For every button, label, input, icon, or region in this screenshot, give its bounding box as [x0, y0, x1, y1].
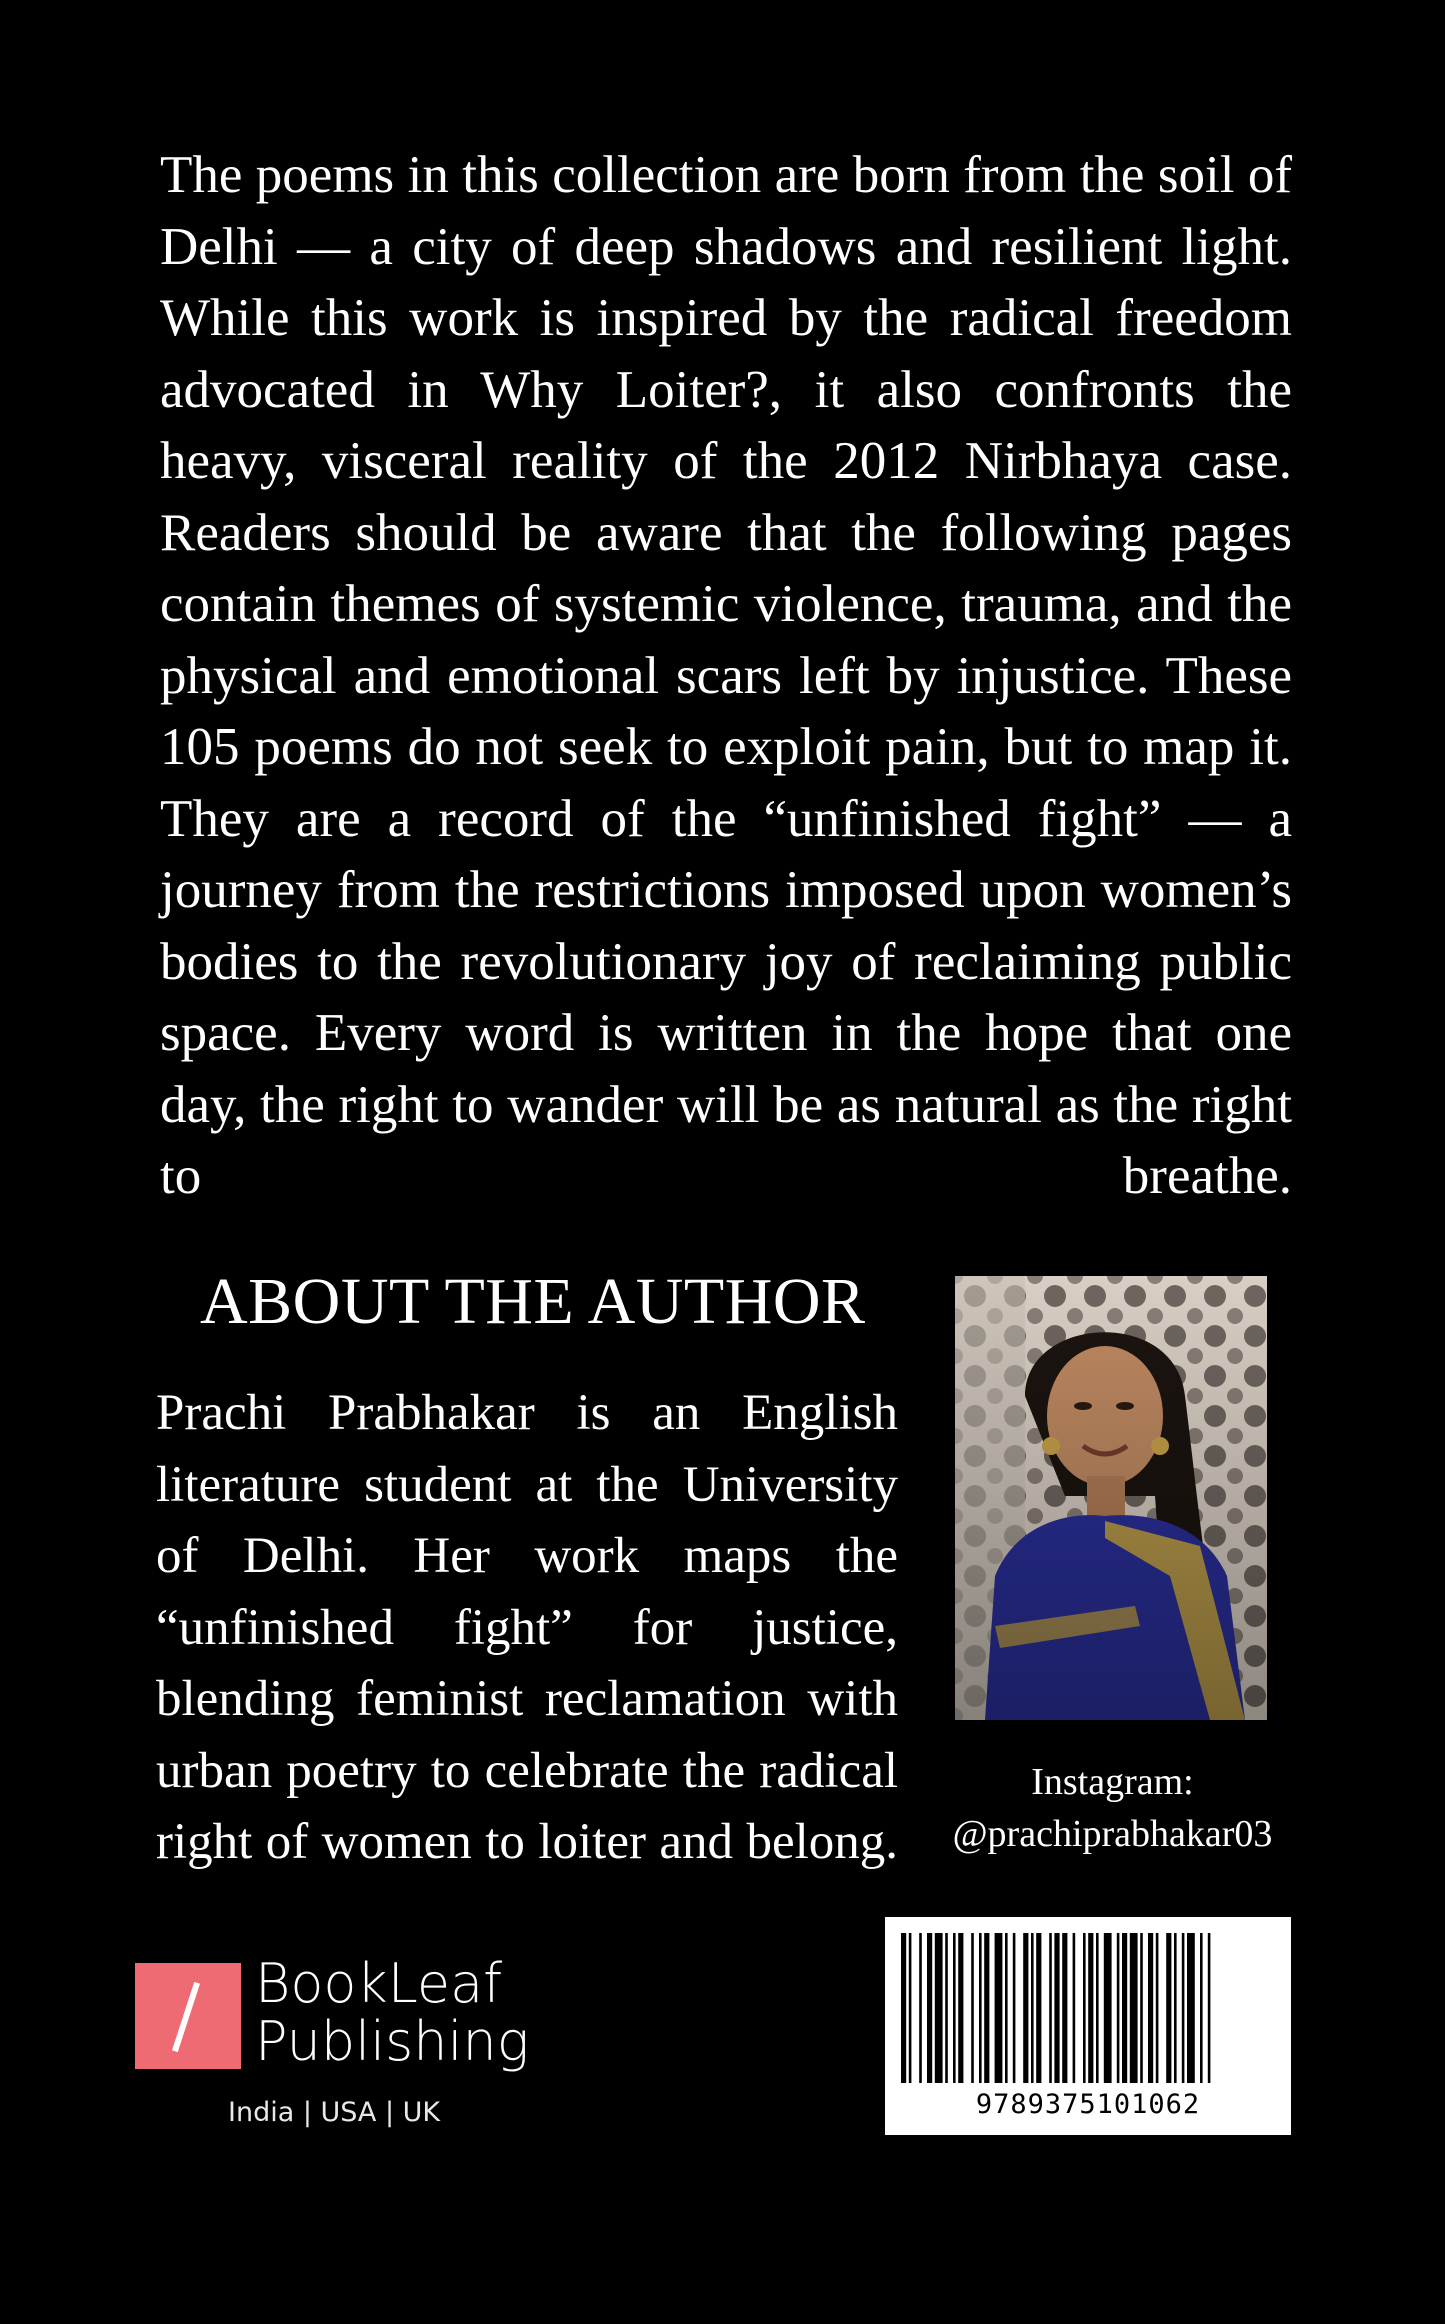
instagram-credit [920, 1756, 1305, 1860]
barcode-bar [901, 1933, 906, 2083]
barcode-bar [1096, 1933, 1099, 2083]
barcode-bar [1130, 1933, 1138, 2083]
barcode-bar [935, 1933, 943, 2083]
publisher-name-line1: BookLeaf [255, 1952, 503, 2015]
barcode-bar [927, 1933, 932, 2083]
barcode-bar [1200, 1933, 1203, 2083]
barcode-bar [958, 1933, 963, 2083]
barcode-bar [1023, 1933, 1028, 2083]
author-bio: Prachi Prabhakar is an English literature student at the University of Delhi. Her work maps the “unfinished fight” for justice, blending feminist reclamation with urban poetry to celebrate the radical right of women to loiter and belong. [156, 1385, 898, 1870]
barcode-bar [1208, 1933, 1211, 2083]
barcode-bar [1187, 1933, 1195, 2083]
publisher-name [255, 1952, 530, 2073]
instagram-label: Instagram: [1031, 1761, 1194, 1803]
barcode-bar [971, 1933, 974, 2083]
author-photo [955, 1276, 1267, 1720]
publisher-logo-mark [135, 1963, 241, 2069]
instagram-handle: @prachiprabhakar03 [952, 1813, 1273, 1855]
barcode-bar [1174, 1933, 1177, 2083]
barcode-bar [1148, 1933, 1153, 2083]
barcode-bar [1156, 1933, 1159, 2083]
barcode-bar [1166, 1933, 1171, 2083]
barcode-bar [1054, 1933, 1059, 2083]
barcode-bar [1088, 1933, 1093, 2083]
barcode-bar [1073, 1933, 1076, 2083]
barcode-bar [919, 1933, 922, 2083]
barcode-bar [1036, 1933, 1041, 2083]
barcode-bar [1117, 1933, 1120, 2083]
publisher-regions: India | USA | UK [228, 2097, 441, 2128]
publisher-name-line2: Publishing [255, 2010, 530, 2073]
barcode-bar [1031, 1933, 1034, 2083]
barcode-bar [1122, 1933, 1127, 2083]
barcode-bar [979, 1933, 982, 2083]
barcode-bar [1049, 1933, 1052, 2083]
barcode-bar [1104, 1933, 1112, 2083]
barcode-bar [1140, 1933, 1143, 2083]
barcode-bar [1005, 1933, 1008, 2083]
barcode-bar [984, 1933, 989, 2083]
barcode-bar [909, 1933, 912, 2083]
barcode-bar [995, 1933, 1003, 2083]
isbn-number: 9789375101062 [975, 2089, 1201, 2120]
barcode-bar [1062, 1933, 1067, 2083]
barcode-bar [1182, 1933, 1185, 2083]
about-author-heading: ABOUT THE AUTHOR [200, 1265, 866, 1338]
back-cover-blurb: The poems in this collection are born from the soil of Delhi — a city of deep shadows and resilient light. While this work is inspired by the radical freedom advocated in Why Loiter?, it also confronts the heavy, visceral reality of the 2012 Nirbhaya case. Readers should be aware that the following pages contain themes of systemic violence, trauma, and the physical and emotional scars left by injustice. These 105 poems do not seek to exploit pain, but to map it. They are a record of the “unfinished fight” — a journey from the restrictions imposed upon women’s bodies to the revolutionary joy of reclaiming public space. Every word is written in the hope that one day, the right to wander will be as natural as the right to breathe. [160, 146, 1292, 1205]
barcode-bar [1013, 1933, 1016, 2083]
barcode-bar [1083, 1933, 1086, 2083]
barcode-bar [945, 1933, 948, 2083]
isbn-barcode [885, 1917, 1291, 2135]
barcode-bar [953, 1933, 956, 2083]
